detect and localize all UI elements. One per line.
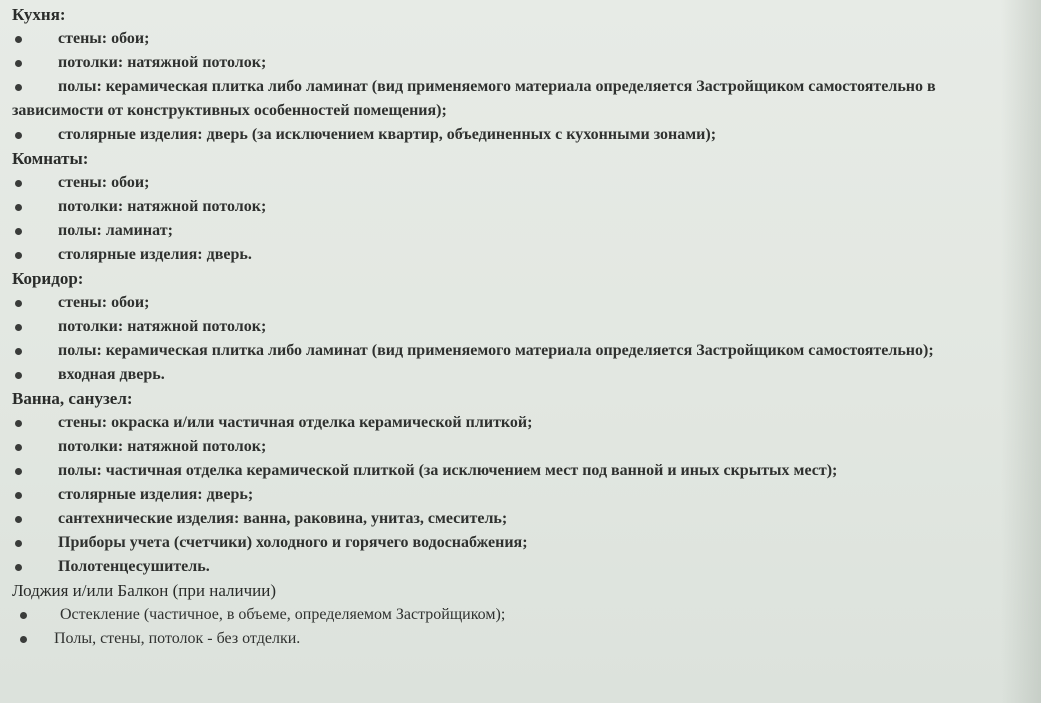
- list-item: столярные изделия: дверь.: [12, 243, 1031, 267]
- bullet-icon: [15, 516, 22, 523]
- section-heading: Ванна, санузел:: [12, 389, 133, 408]
- bullet-icon: [15, 348, 22, 355]
- bullet-icon: [15, 324, 22, 331]
- list-item: потолки: натяжной потолок;: [12, 51, 1031, 75]
- bullet-icon: [15, 468, 22, 475]
- list-item: потолки: натяжной потолок;: [12, 195, 1031, 219]
- section-rooms: [12, 147, 1031, 267]
- list-item: стены: обои;: [12, 171, 1031, 195]
- list-item: входная дверь.: [12, 363, 1031, 387]
- section-heading: Лоджия и/или Балкон (при наличии): [12, 581, 276, 600]
- list-item: полы: керамическая плитка либо ламинат (вид применяемого материала определяется Застройщиком самостоятельно в зависимости от конструктивных особенностей помещения);: [12, 78, 936, 119]
- section-loggia: [12, 579, 1031, 651]
- list-item: столярные изделия: дверь (за исключением квартир, объединенных с кухонными зонами);: [12, 123, 1031, 147]
- section-heading: Кухня:: [12, 5, 66, 24]
- list-item: сантехнические изделия: ванна, раковина, унитаз, смеситель;: [12, 507, 1031, 531]
- item-list: [12, 291, 1031, 387]
- list-item: Приборы учета (счетчики) холодного и горячего водоснабжения;: [12, 531, 1031, 555]
- list-item: полы: керамическая плитка либо ламинат (вид применяемого материала определяется Застройщиком самостоятельно);: [12, 339, 1031, 363]
- bullet-icon: [15, 204, 22, 211]
- list-item: полы: частичная отделка керамической плиткой (за исключением мест под ванной и иных скрытых мест);: [12, 459, 1031, 483]
- bullet-icon: [15, 84, 22, 91]
- bullet-icon: [15, 444, 22, 451]
- list-item: стены: окраска и/или частичная отделка керамической плиткой;: [12, 411, 1031, 435]
- list-item: столярные изделия: дверь;: [12, 483, 1031, 507]
- section-corridor: [12, 267, 1031, 387]
- bullet-icon: [15, 540, 22, 547]
- list-item: потолки: натяжной потолок;: [12, 315, 1031, 339]
- bullet-icon: [15, 564, 22, 571]
- section-kitchen: [12, 3, 1031, 147]
- item-list: [12, 603, 1031, 651]
- section-heading: Коридор:: [12, 269, 84, 288]
- item-list: [12, 171, 1031, 267]
- bullet-icon: [15, 228, 22, 235]
- list-item: полы: ламинат;: [12, 219, 1031, 243]
- list-item: Полотенцесушитель.: [12, 555, 1031, 579]
- section-bathroom: [12, 387, 1031, 579]
- item-list: [12, 411, 1031, 579]
- bullet-icon: [15, 252, 22, 259]
- list-item: Остекление (частичное, в объеме, определяемом Застройщиком);: [12, 603, 1031, 627]
- bullet-icon: [20, 612, 27, 619]
- list-item: потолки: натяжной потолок;: [12, 435, 1031, 459]
- bullet-icon: [15, 300, 22, 307]
- section-heading: Комнаты:: [12, 149, 89, 168]
- bullet-icon: [15, 372, 22, 379]
- bullet-icon: [15, 60, 22, 67]
- bullet-icon: [20, 636, 27, 643]
- bullet-icon: [15, 180, 22, 187]
- list-item: стены: обои;: [12, 291, 1031, 315]
- bullet-icon: [15, 492, 22, 499]
- bullet-icon: [15, 420, 22, 427]
- bullet-icon: [15, 36, 22, 43]
- list-item: стены: обои;: [12, 27, 1031, 51]
- item-list: [12, 27, 1031, 147]
- list-item: Полы, стены, потолок - без отделки.: [12, 627, 1031, 651]
- bullet-icon: [15, 132, 22, 139]
